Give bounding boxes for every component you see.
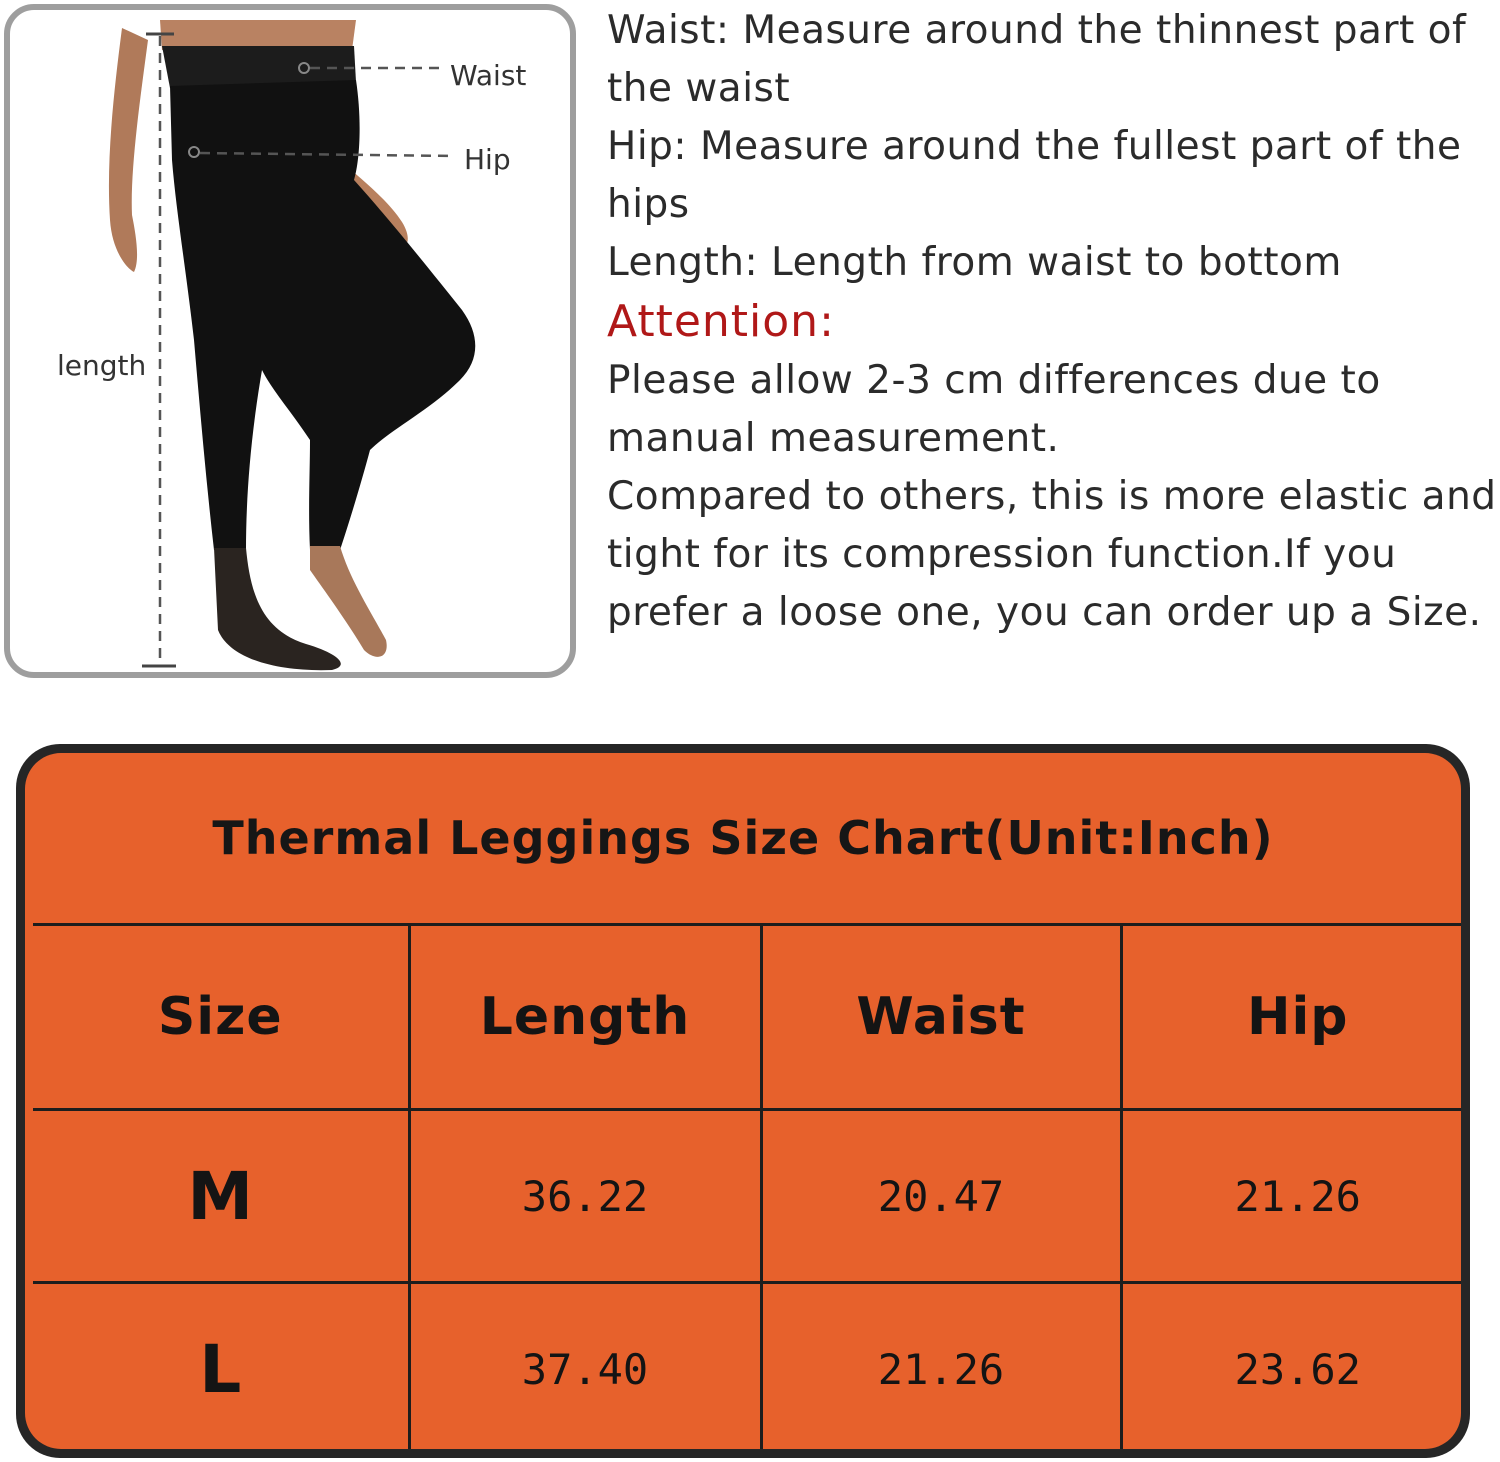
waist-instruction: Waist: Measure around the thinnest part of the waist — [607, 8, 1467, 111]
size-chart-body — [25, 753, 1461, 1449]
attention-text-tolerance: Please allow 2-3 cm differences due to manual measurement. — [607, 358, 1381, 461]
attention-heading: Attention: — [607, 296, 835, 347]
model-illustration — [10, 10, 576, 678]
hip-instruction: Hip: Measure around the fullest part of the hips — [607, 124, 1462, 227]
header-size: Size — [33, 925, 409, 1110]
model-right-foot — [310, 546, 387, 657]
waist-value: 21.26 — [761, 1283, 1121, 1450]
length-callout: length — [57, 349, 147, 382]
header-length: Length — [409, 925, 761, 1110]
hip-value: 21.26 — [1121, 1110, 1461, 1283]
hip-value: 23.62 — [1121, 1283, 1461, 1450]
size-value: M — [33, 1110, 409, 1283]
header-hip: Hip — [1121, 925, 1461, 1110]
table-row — [33, 1110, 1461, 1283]
size-value: L — [33, 1283, 409, 1450]
waist-callout: Waist — [450, 59, 527, 92]
size-chart-title: Thermal Leggings Size Chart(Unit:Inch) — [212, 811, 1274, 865]
model-left-arm — [109, 28, 148, 272]
leggings — [170, 80, 475, 550]
model-photo-panel — [4, 4, 576, 678]
attention-text-fit: Compared to others, this is more elastic and tight for its compression function.If you prefer a loose one, you can order up a Size. — [607, 474, 1497, 635]
length-instruction: Length: Length from waist to bottom — [607, 240, 1342, 285]
table-row — [33, 1283, 1461, 1450]
hip-callout: Hip — [464, 143, 511, 176]
header-waist: Waist — [761, 925, 1121, 1110]
measurement-instructions — [607, 2, 1497, 642]
model-torso — [160, 20, 356, 50]
size-chart — [16, 744, 1470, 1458]
size-table — [33, 923, 1461, 1449]
waist-value: 20.47 — [761, 1110, 1121, 1283]
length-value: 37.40 — [409, 1283, 761, 1450]
size-table-header-row — [33, 925, 1461, 1110]
length-value: 36.22 — [409, 1110, 761, 1283]
